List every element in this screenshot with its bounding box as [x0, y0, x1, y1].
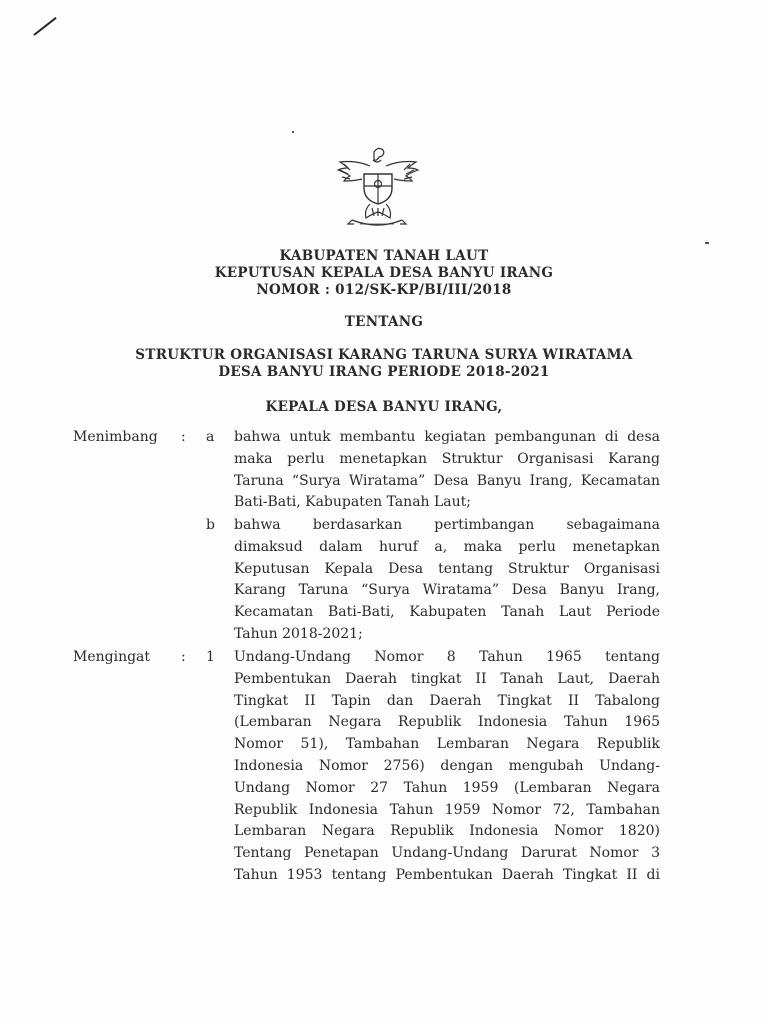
document-header: [0, 248, 768, 299]
text-line: maka perlu menetapkan Struktur Organisasi Karang: [234, 450, 660, 467]
menimbang-item-a: [234, 427, 660, 514]
text-line: Karang Taruna “Surya Wiratama” Desa Banyu Irang,: [234, 582, 660, 599]
issuer-label: KEPALA DESA BANYU IRANG,: [265, 399, 503, 415]
pen-stroke-mark: [33, 17, 56, 36]
mengingat-label: Mengingat: [73, 649, 151, 665]
issuer-heading: [0, 399, 768, 416]
text-line: Undang-Undang Nomor 8 Tahun 1965 tentang: [234, 649, 660, 665]
regency-title: KABUPATEN TANAH LAUT: [279, 248, 489, 264]
menimbang-colon: :: [181, 429, 186, 445]
about-heading: [0, 314, 768, 331]
text-line: dimaksud dalam huruf a, maka perlu menetapkan: [234, 538, 660, 555]
subject-heading: [0, 347, 768, 381]
text-line: bahwa berdasarkan pertimbangan sebagaimana: [234, 517, 660, 533]
mengingat-item-1: [234, 647, 660, 887]
mengingat-marker-1: 1: [206, 649, 215, 665]
text-line: (Lembaran Negara Republik Indonesia Tahun 1965: [234, 714, 660, 731]
garuda-emblem-icon: [330, 142, 424, 234]
mengingat-colon: :: [181, 649, 186, 665]
text-line: Tingkat II Tapin dan Daerah Tingkat II Tabalong: [234, 692, 660, 709]
text-line: Bati-Bati, Kabupaten Tanah Laut;: [234, 494, 472, 511]
about-label: TENTANG: [344, 314, 424, 330]
text-line: Taruna “Surya Wiratama” Desa Banyu Irang, Kecamatan: [234, 472, 660, 489]
text-line: Republik Indonesia Tahun 1959 Nomor 72, Tambahan: [234, 801, 660, 818]
text-line: Tentang Penetapan Undang-Undang Darurat Nomor 3: [234, 845, 660, 862]
decree-number: NOMOR : 012/SK-KP/BI/III/2018: [256, 282, 512, 298]
scan-dot: [292, 131, 294, 133]
text-line: Indonesia Nomor 2756) dengan mengubah Undang-: [234, 757, 660, 774]
text-line: Keputusan Kepala Desa tentang Struktur Organisasi: [234, 560, 660, 577]
text-line: Tahun 1953 tentang Pembentukan Daerah Tingkat II di: [234, 866, 660, 883]
text-line: Undang Nomor 27 Tahun 1959 (Lembaran Negara: [234, 779, 660, 796]
text-line: Nomor 51), Tambahan Lembaran Negara Republik: [234, 736, 660, 753]
text-line: Lembaran Negara Republik Indonesia Nomor 1820): [234, 823, 660, 840]
menimbang-label: Menimbang: [73, 429, 158, 445]
decree-title: KEPUTUSAN KEPALA DESA BANYU IRANG: [214, 265, 554, 281]
menimbang-marker-a: a: [206, 429, 215, 445]
text-line: Tahun 2018-2021;: [234, 625, 363, 642]
menimbang-marker-b: b: [206, 517, 215, 533]
scan-dot: [705, 242, 709, 244]
text-line: Pembentukan Daerah tingkat II Tanah Laut, Daerah: [234, 670, 660, 687]
menimbang-item-b: [234, 515, 660, 646]
text-line: Kecamatan Bati-Bati, Kabupaten Tanah Laut Periode: [234, 604, 660, 621]
text-line: bahwa untuk membantu kegiatan pembangunan di desa: [234, 429, 660, 445]
subject-line-2: DESA BANYU IRANG PERIODE 2018-2021: [218, 364, 550, 380]
subject-line-1: STRUKTUR ORGANISASI KARANG TARUNA SURYA WIRATAMA: [135, 347, 633, 363]
